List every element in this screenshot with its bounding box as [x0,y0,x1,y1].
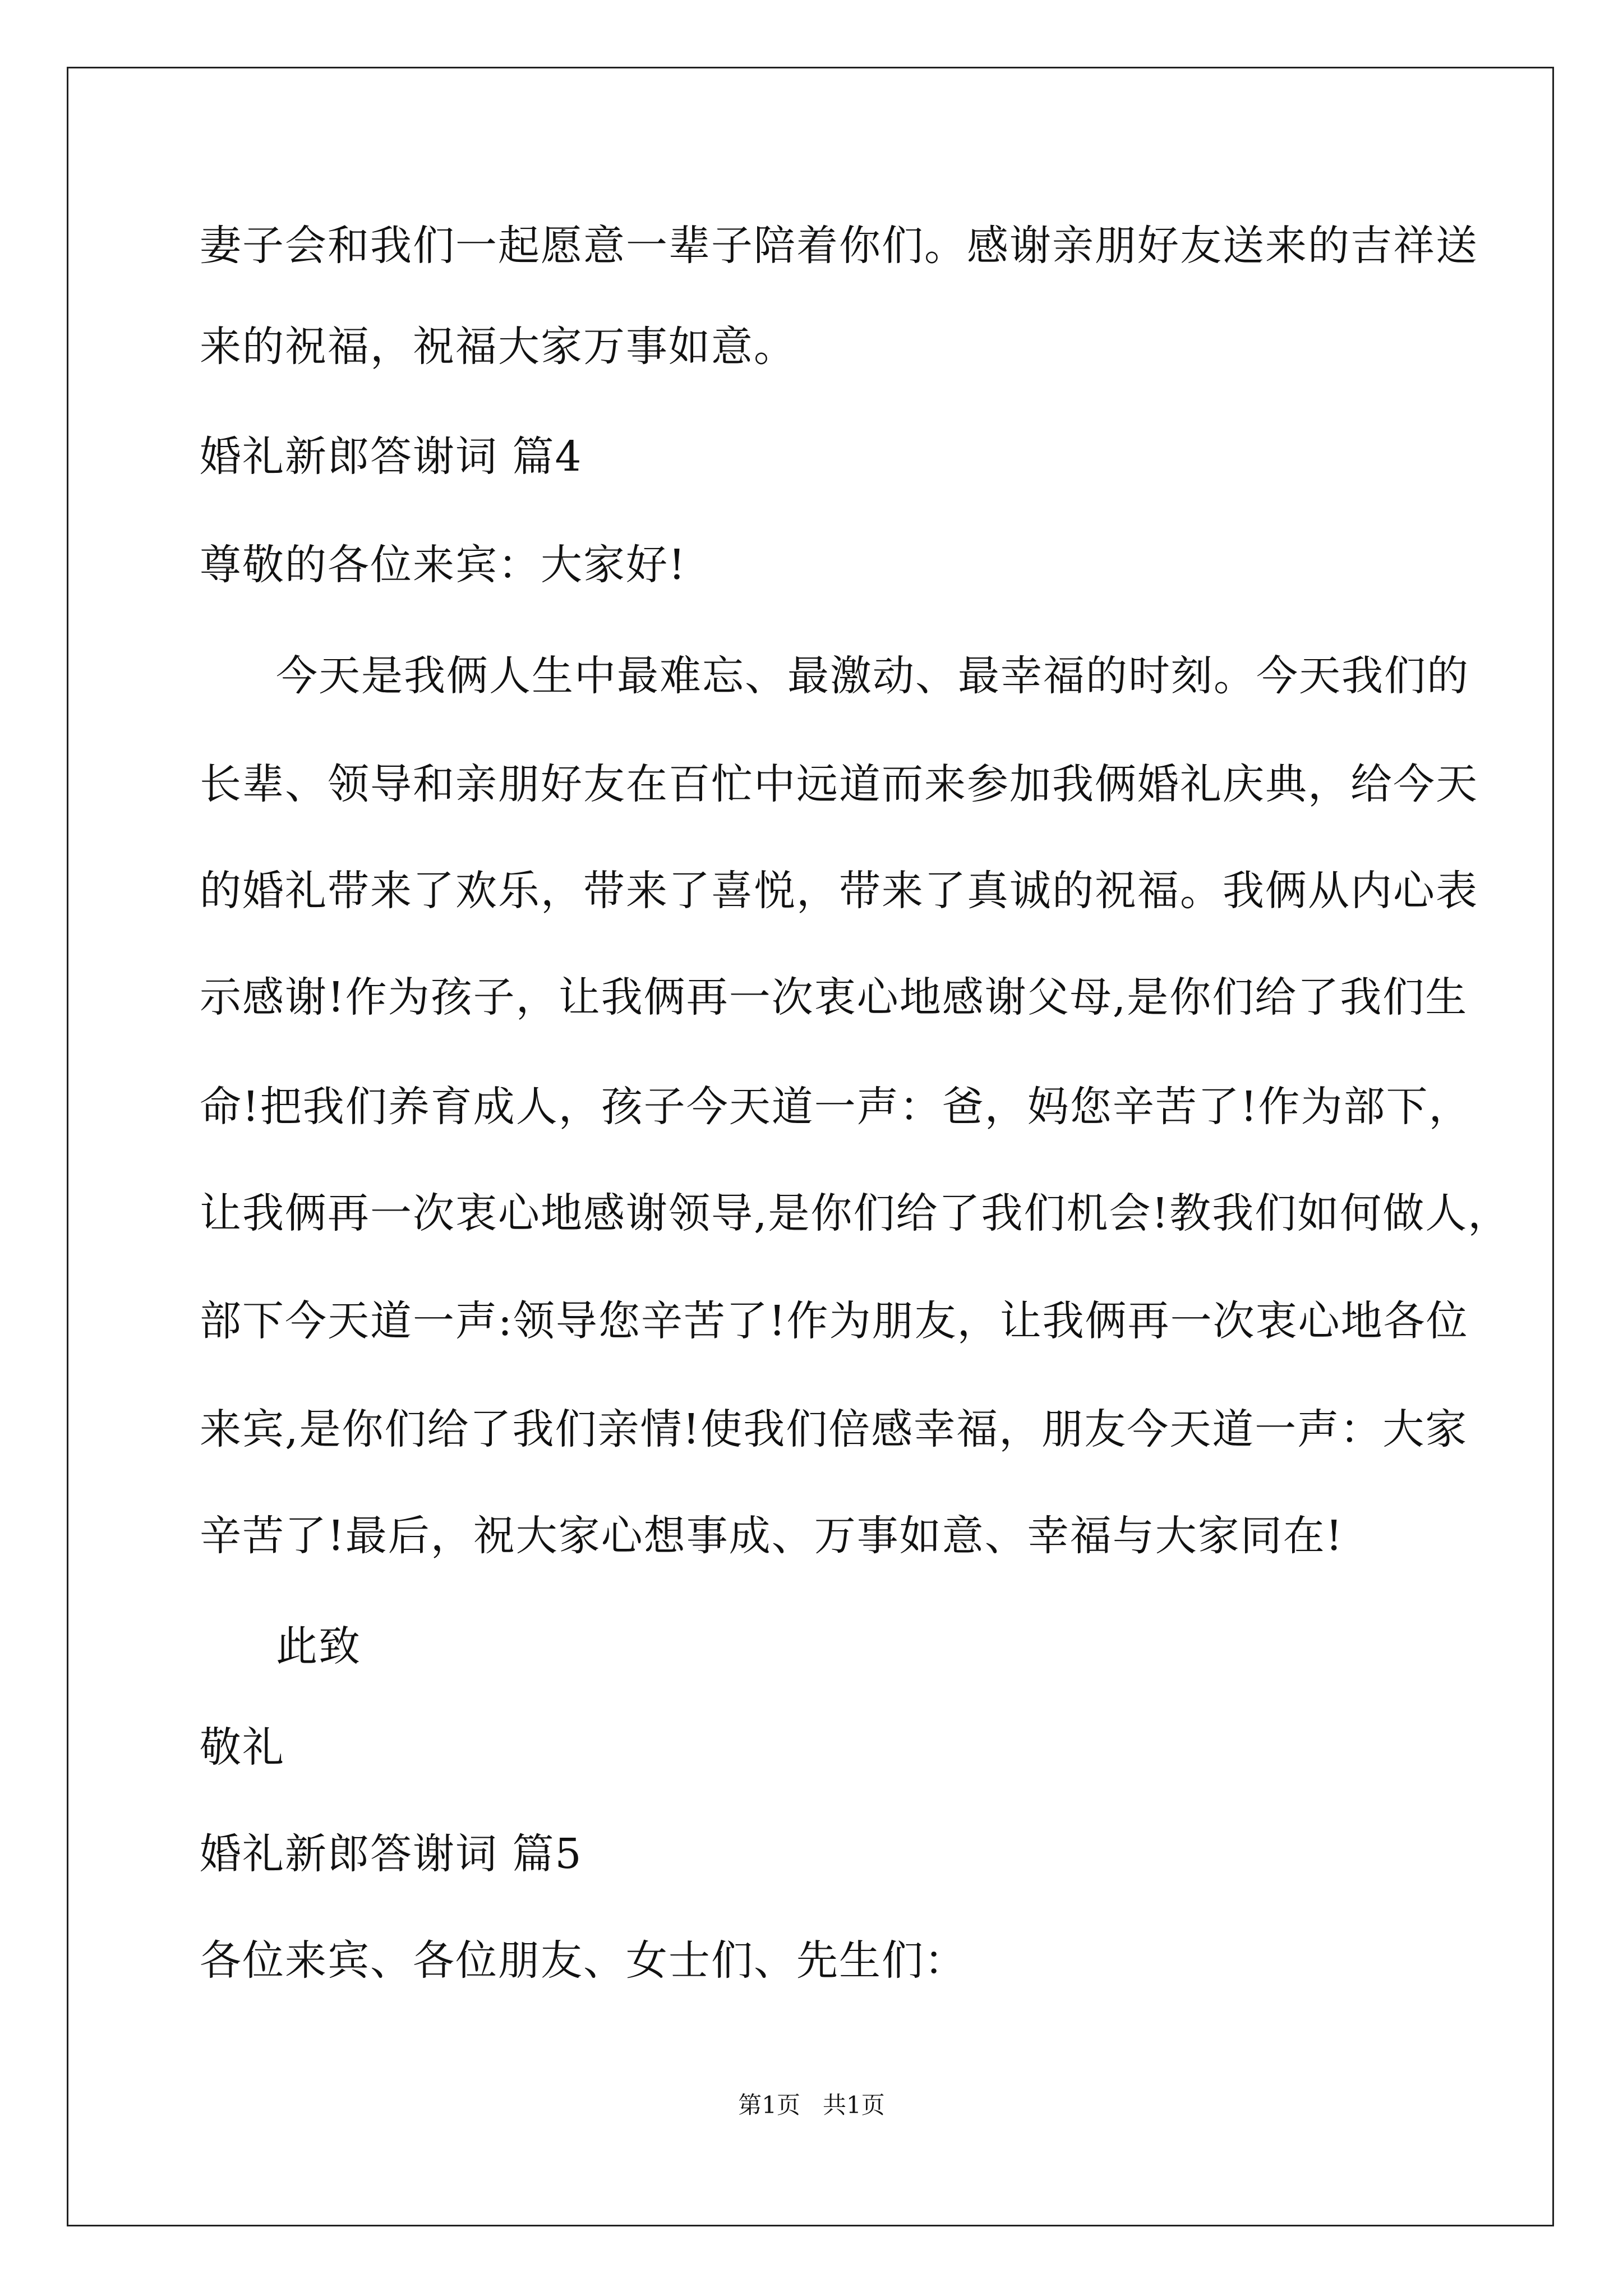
salutation: 尊敬的各位来宾：大家好! [200,541,686,589]
paragraph-line: 的婚礼带来了欢乐，带来了喜悦，带来了真诚的祝福。我俩从内心表 [200,867,1478,915]
closing-line: 敬礼 [200,1723,285,1772]
paragraph-line: 来的祝福，祝福大家万事如意。 [200,323,796,371]
section-heading: 婚礼新郎答谢词 篇5 [200,1830,583,1878]
paragraph-line: 妻子会和我们一起愿意一辈子陪着你们。感谢亲朋好友送来的吉祥送 [200,222,1478,270]
page-footer: 第1页 共1页 [738,2091,885,2119]
paragraph-line: 长辈、领导和亲朋好友在百忙中远道而来参加我俩婚礼庆典，给今天 [200,760,1478,808]
salutation: 各位来宾、各位朋友、女士们、先生们： [200,1936,967,1985]
closing-line: 此致 [276,1622,361,1671]
section-heading: 婚礼新郎答谢词 篇4 [200,432,583,481]
paragraph-line: 辛苦了!最后，祝大家心想事成、万事如意、幸福与大家同在! [200,1512,1344,1560]
paragraph-line: 部下今天道一声:领导您辛苦了!作为朋友，让我俩再一次衷心地各位 [200,1297,1469,1345]
paragraph-line: 示感谢!作为孩子，让我俩再一次衷心地感谢父母,是你们给了我们生 [200,973,1468,1022]
page-frame [67,67,1554,2226]
paragraph-line: 命!把我们养育成人，孩子今天道一声：爸，妈您辛苦了!作为部下， [200,1083,1472,1131]
paragraph-line: 来宾,是你们给了我们亲情!使我们倍感幸福，朋友今天道一声：大家 [200,1405,1468,1453]
paragraph-line: 今天是我俩人生中最难忘、最激动、最幸福的时刻。今天我们的 [276,652,1469,700]
paragraph-line: 让我俩再一次衷心地感谢领导,是你们给了我们机会!教我们如何做人， [200,1189,1511,1237]
